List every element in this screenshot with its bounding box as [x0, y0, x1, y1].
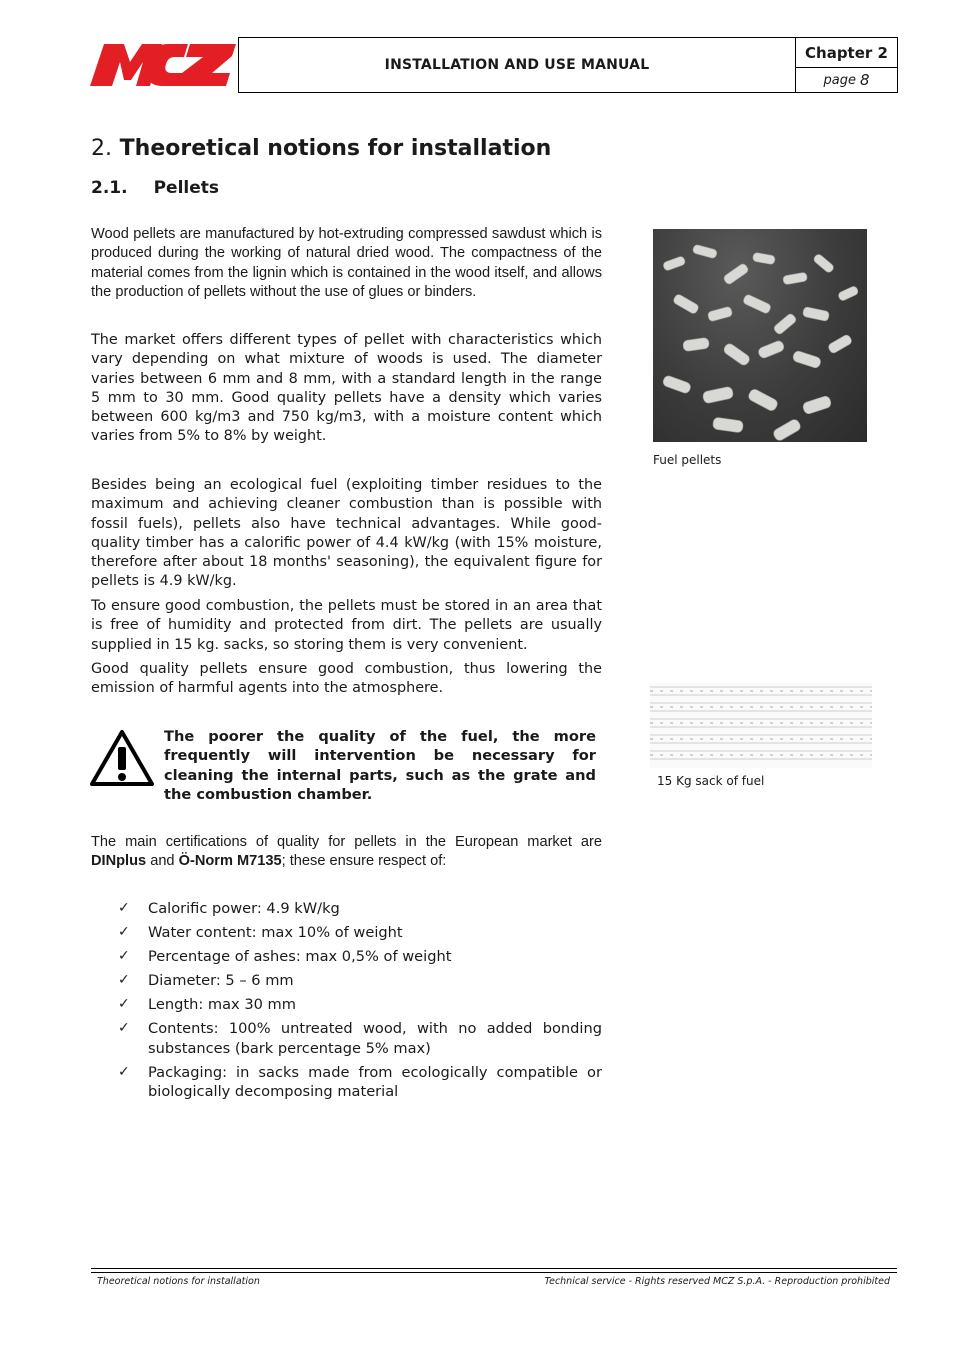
page-indicator [795, 67, 898, 93]
cert-onorm: Ö-Norm M7135 [178, 853, 282, 870]
check-icon: ✓ [118, 1063, 130, 1080]
warning-text: The poorer the quality of the fuel, the more frequently will intervention be necessary for cleaning the internal parts, such as the grate and the combustion chamber. [164, 728, 596, 803]
warning-icon [90, 729, 154, 786]
page-label: page [823, 72, 856, 88]
paragraph-market: The market offers different types of pellet with characteristics which vary depending on what mixture of woods is used. The diameter varies between 6 mm and 8 mm, with a standard length in the range 5 mm to 30 mm. Good quality pellets have a density which varies between 600 kg/m3 and 750 kg/m3, with a moisture content which varies from 5% to 8% by weight. [91, 332, 602, 445]
cert-intro: The main certifications of quality for pellets in the European market are [91, 834, 602, 850]
subsection-heading [91, 178, 219, 198]
fuel-sack-image [650, 683, 872, 768]
list-item [91, 1063, 602, 1102]
cert-and: and [150, 853, 175, 870]
caption-fuel-sack: 15 Kg sack of fuel [657, 774, 765, 788]
pellets-illustration [653, 229, 867, 442]
certifications-paragraph [91, 833, 602, 872]
sack-lines [650, 683, 872, 768]
footer-divider [91, 1268, 897, 1269]
list-item-text: Calorific power: 4.9 kW/kg [148, 900, 340, 917]
check-icon: ✓ [118, 900, 130, 916]
footer-section-name: Theoretical notions for installation [97, 1276, 260, 1287]
list-item-text: Water content: max 10% of weight [148, 924, 403, 942]
list-item [91, 995, 602, 1014]
mcz-logo [90, 42, 236, 88]
requirements-list [91, 899, 602, 1106]
paragraph-quality: Good quality pellets ensure good combustion, thus lowering the emission of harmful agents into the atmosphere. [91, 661, 602, 697]
list-item [91, 971, 602, 990]
list-item [91, 1019, 602, 1058]
page-number: 8 [859, 71, 870, 89]
section-number: 2. [91, 136, 112, 161]
list-item-text: Percentage of ashes: max 0,5% of weight [148, 948, 452, 966]
check-icon: ✓ [118, 972, 130, 989]
paragraph-ecological: Besides being an ecological fuel (exploiting timber residues to the maximum and achieving cleaner combustion than is possible with fossil fuels), pellets also have technical advantages. While good-quality timber has a calorific power of 4.4 kW/kg (with 15% moisture, therefore after about 18 months' seasoning), the equivalent figure for pellets is 4.9 kW/kg. [91, 477, 602, 590]
caption-fuel-pellets: Fuel pellets [653, 453, 722, 467]
check-icon: ✓ [118, 1020, 130, 1037]
list-item-text: Contents: 100% untreated wood, with no added bonding substances (bark percentage 5% max) [148, 1020, 602, 1057]
subsection-number: 2.1. [91, 178, 128, 198]
cert-outro: ; these ensure respect of: [281, 853, 447, 870]
list-item [91, 947, 602, 966]
section-title: Theoretical notions for installation [119, 136, 552, 161]
chapter-label: Chapter 2 [795, 37, 898, 68]
subsection-title: Pellets [153, 178, 219, 198]
paragraph-intro: Wood pellets are manufactured by hot-extruding compressed sawdust which is produced during the working of natural dried wood. The compactness of the material comes from the lignin which is contained in the wood itself, and allows the production of pellets without the use of glues or binders. [91, 226, 602, 300]
check-icon: ✓ [118, 996, 130, 1013]
list-item-text: Diameter: 5 – 6 mm [148, 972, 294, 990]
list-item-text: Packaging: in sacks made from ecologically compatible or biologically decomposing material [148, 1063, 602, 1101]
footer-rights: Technical service - Rights reserved MCZ S.p.A. - Reproduction prohibited [544, 1276, 890, 1287]
cert-dinplus: DINplus [91, 853, 147, 870]
manual-title: INSTALLATION AND USE MANUAL [238, 37, 796, 93]
check-icon: ✓ [118, 948, 130, 965]
paragraph-storage: To ensure good combustion, the pellets must be stored in an area that is free of humidity and protected from dirt. The pellets are usually supplied in 15 kg. sacks, so storing them is very convenient. [91, 598, 602, 653]
footer-divider [91, 1272, 897, 1273]
list-item-text: Length: max 30 mm [148, 996, 296, 1014]
section-heading [91, 136, 551, 161]
list-item [91, 899, 602, 918]
list-item [91, 923, 602, 942]
check-icon: ✓ [118, 924, 130, 941]
fuel-pellets-photo [653, 229, 867, 442]
